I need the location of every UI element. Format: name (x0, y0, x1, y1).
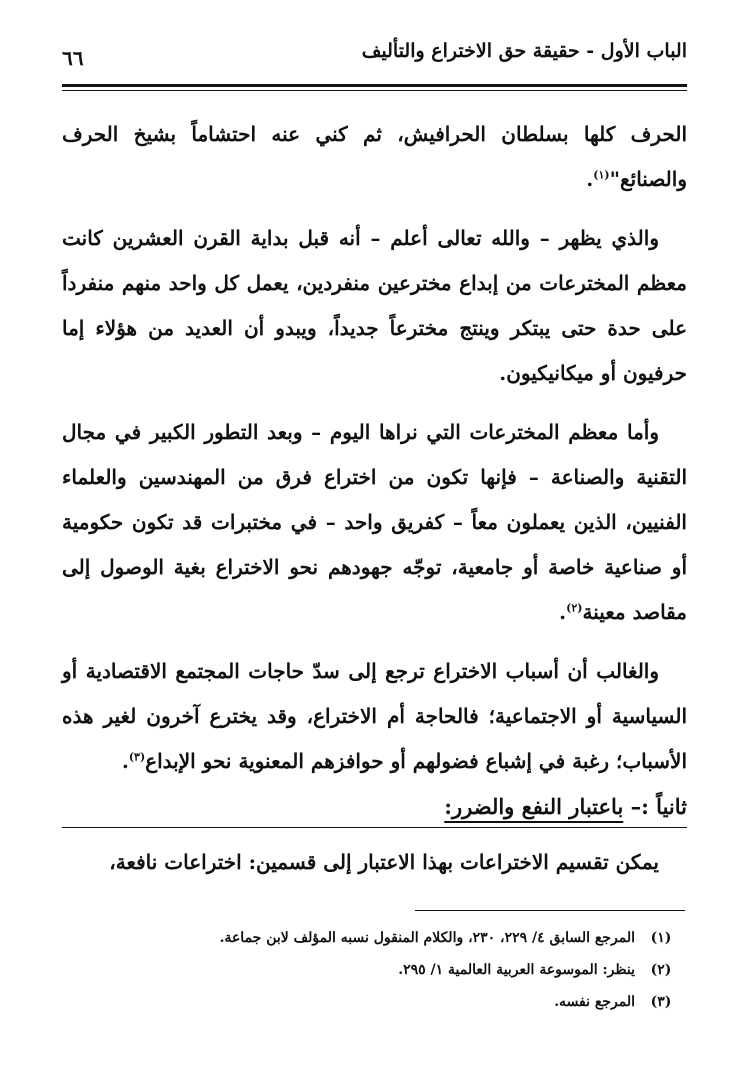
paragraph: وأما معظم المخترعات التي نراها اليوم – وبعد التطور الكبير في مجال التقنية والصناعة – فإنها تكون من اختراع فرق من المهندسين والعلماء الفنيين، الذين يعملون معاً – كفريق واحد – في مختبرات قد تكون حكومية أو صناعية خاصة أو جامعية، توجّه جهودهم نحو الاختراع بغية الوصول إلى مقاصد معينة$^{(٢)}$. (62, 420, 687, 624)
section-heading-rule (62, 827, 687, 828)
footnote: (٣)المرجع نفسه. (62, 986, 687, 1018)
header-rule-thick (62, 84, 687, 87)
body-text (62, 112, 687, 899)
footnote-ref: (٢) (566, 601, 583, 615)
footnote: (٢)ينظر: الموسوعة العربية العالمية ١/ ٢٩٥. (62, 954, 687, 986)
header-rule-thin (62, 90, 687, 91)
footnote-number: (١) (650, 930, 672, 946)
footnote-number: (٢) (650, 962, 672, 978)
page-number: ٦٦ (62, 46, 84, 70)
paragraph: والغالب أن أسباب الاختراع ترجع إلى سدّ حاجات المجتمع الاقتصادية أو السياسية أو الاجتماعية؛ فالحاجة أم الاختراع، وقد يخترع آخرون لغير هذه الأسباب؛ رغبة في إشباع فضولهم أو حوافزهم المعنوية نحو الإبداع$^{(٣)}$. (62, 659, 687, 773)
footnote-separator (415, 910, 685, 911)
footnotes (62, 922, 687, 1018)
paragraph: الحرف كلها بسلطان الحرافيش، ثم كني عنه احتشاماً بشيخ الحرف والصنائع"$^{(١)}$. (62, 122, 687, 191)
footnote-number: (٣) (650, 994, 672, 1010)
footnote-ref: (٣) (128, 750, 146, 764)
footnote: (١)المرجع السابق ٤/ ٢٢٩، ٢٣٠، والكلام المنقول نسبه المؤلف لابن جماعة. (62, 922, 687, 954)
running-title: الباب الأول - حقيقة حق الاختراع والتأليف (361, 40, 687, 62)
paragraph: والذي يظهر – والله تعالى أعلم – أنه قبل بداية القرن العشرين كانت معظم المخترعات من إبداع مخترعين منفردين، يعمل كل واحد منهم منفرداً على حدة حتى يبتكر وينتج مخترعاً جديداً، ويبدو أن العديد من هؤلاء إما حرفيون أو ميكانيكيون. (62, 226, 687, 385)
page-header (62, 40, 687, 80)
section-heading: ثانياً :– باعتبار النفع والضرر: (444, 794, 687, 819)
paragraph: يمكن تقسيم الاختراعات بهذا الاعتبار إلى قسمين: اختراعات نافعة، (109, 850, 659, 874)
footnote-ref: (١) (593, 168, 610, 182)
